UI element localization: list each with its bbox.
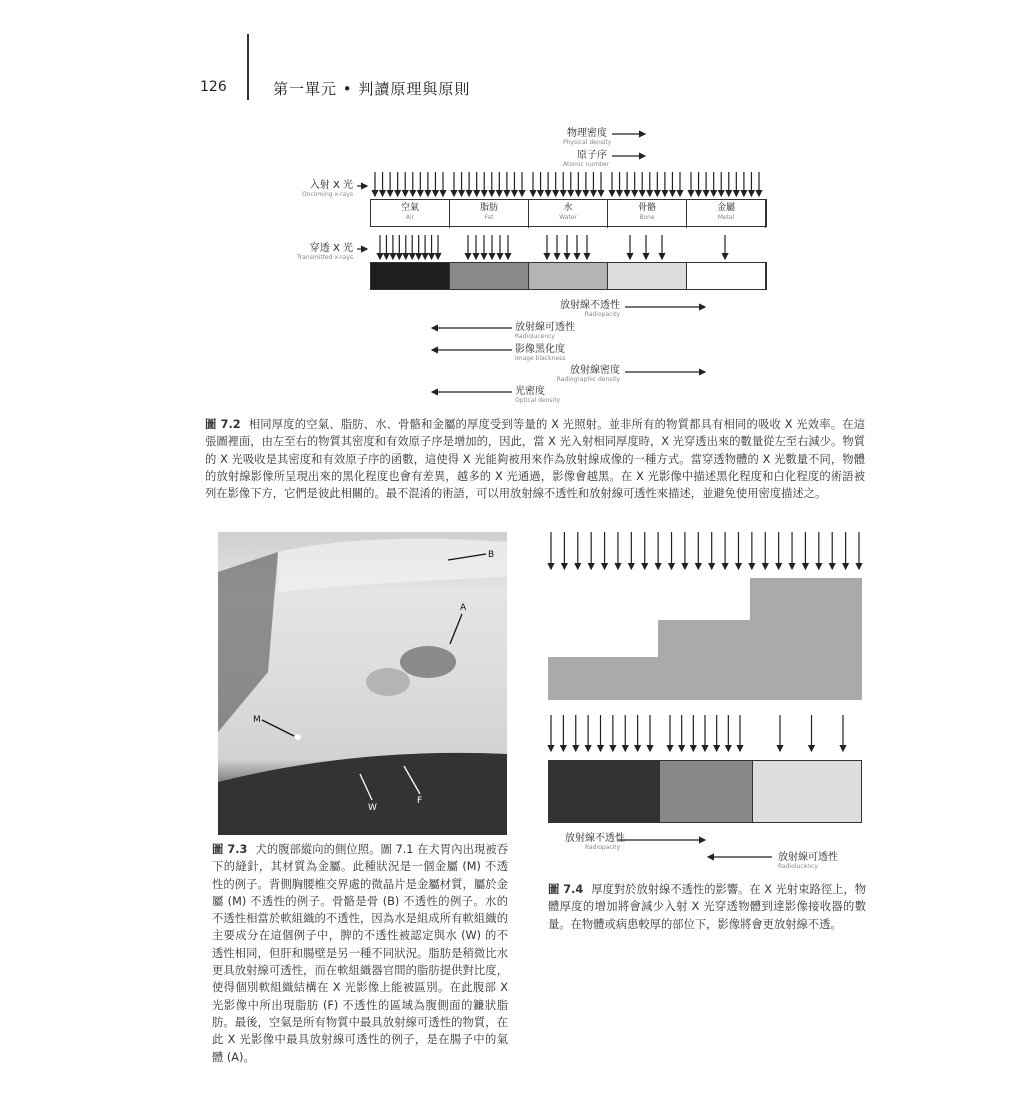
chapter-title: 第一單元 • 判讀原理與原則: [273, 80, 471, 98]
page-number: 126: [200, 79, 227, 95]
optical-density-label: 光密度 Optical density: [515, 386, 561, 404]
material-zh: 水: [563, 203, 573, 213]
material-zh: 金屬: [716, 203, 735, 213]
material-en: Bone: [639, 214, 655, 221]
fig74-radiolucency-label: 放射線可透性 Radiolucency: [778, 852, 838, 870]
marker-w: W: [368, 803, 377, 813]
figure-7-4-caption: 圖 7.4 厚度對於放射線不透性的影響。在 X 光射束路徑上，物體厚度的增加將會減少入射 X 光穿透物體到達影像接收器的數量。在物體或病患較厚的部位下，影像將會更放射線不透。: [548, 883, 867, 931]
atomic-number-label: 原子序 Atomic number: [563, 150, 610, 168]
marker-f: F: [417, 796, 423, 806]
material-zh: 空氣: [400, 203, 419, 213]
material-en: Metal: [717, 214, 735, 221]
marker-m: M: [253, 715, 261, 725]
fig74-radiopacity-label: 放射線不透性 Radiopacity: [565, 833, 625, 851]
material-zh: 脂肪: [479, 203, 498, 213]
material-zh: 骨骼: [637, 203, 656, 213]
material-en: Fat: [484, 214, 494, 221]
material-en: Water: [559, 214, 577, 221]
marker-a: A: [460, 603, 467, 613]
radiolucency-label: 放射線可透性 Radiolucency: [515, 322, 575, 340]
radiographic-density-label: 放射線密度 Radiographic density: [556, 365, 620, 383]
radiopacity-label: 放射線不透性 Radiopacity: [560, 300, 620, 318]
physical-density-label: 物理密度 Physical density: [563, 128, 612, 146]
material-en: Air: [405, 214, 415, 221]
transmitted-xrays-label: 穿透 X 光 Transmitted x-rays: [296, 243, 353, 261]
incoming-xrays-label: 入射 X 光 Oncoming x-rays: [301, 180, 353, 198]
image-blackness-label: 影像黑化度 Image blackness: [515, 344, 566, 362]
figure-7-2-caption: 圖 7.2 相同厚度的空氣、脂肪、水、骨骼和金屬的厚度受到等量的 X 光照射。並非所有的物質都具有相同的吸收 X 光效率。在這張圖裡面，由左至右的物質其密度和有效原子序是增加的，因此，當 X 光入射相同厚度時，X 光穿透出來的數量從左至右減少。物質的 X 光吸收是其密度和有效原子序的函數，這使得 X 光能夠被用來作為放射線成像的一種方式。當穿透物體的 X 光數量不同，物體的放射線影像所呈現出來的黑化程度也會有差異，越多的 X 光通過，影像會越黑。在 X 光影像中描述黑化程度和白化程度的術語被列在影像下方，它們是彼此相關的。最不混淆的術語，可以用放射線不透性和放射線可透性來描述，並避免使用密度描述之。: [205, 418, 865, 501]
figure-7-3-caption: 圖 7.3 犬的腹部縱向的側位照。圖 7.1 在犬胃內出現被吞下的縫針，其材質為金屬。此種狀況是一個金屬 (M) 不透性的例子。背側胸腰椎交界處的微晶片是金屬材質，屬於金屬 (M) 不透性的例子。骨骼是骨 (B) 不透性的例子。水的不透性相當於軟組織的不透性，因為水是組成所有軟組織的主要成分在這個例子中，脾的不透性被認定與水 (W) 的不透性相同，但肝和腸壁是另一種不同狀況。脂肪是稍微比水更具放射線可透性，而在軟組織器官間的脂肪提供對比度，使得個別軟組織結構在 X 光影像上能被區別。在此腹部 X 光影像中所出現脂肪 (F) 不透性的區域為腹側面的鐮狀脂肪。最後，空氣是所有物質中最具放射線可透性的物質，在此 X 光影像中最具放射線可透性的例子，是在腸子中的氣體 (A)。: [212, 843, 508, 1064]
marker-b: B: [488, 550, 495, 560]
